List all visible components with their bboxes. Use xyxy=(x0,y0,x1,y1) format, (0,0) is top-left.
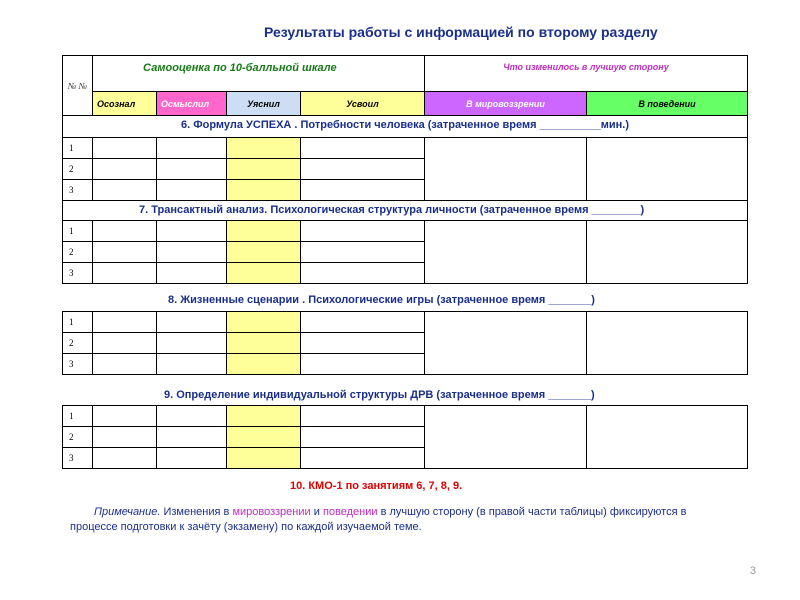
cell xyxy=(93,159,157,180)
cell xyxy=(157,406,227,427)
cell xyxy=(157,263,227,284)
num-header: № № xyxy=(63,56,93,116)
cell xyxy=(157,427,227,448)
cell xyxy=(301,427,425,448)
results-table-section-9 xyxy=(62,405,748,469)
note-text-2: и xyxy=(313,506,320,518)
cell xyxy=(157,242,227,263)
row-number: 3 xyxy=(63,263,93,284)
cell xyxy=(425,312,587,375)
cell xyxy=(301,354,425,375)
col-usnil: Уяснил xyxy=(227,92,301,116)
section-7-label: 7. Трансактный анализ. Психологическая структура личности (затраченное время ________) xyxy=(139,204,645,216)
kmo-line: 10. КМО-1 по занятиям 6, 7, 8, 9. xyxy=(290,480,463,492)
table-row xyxy=(63,406,748,427)
what-changed-header xyxy=(425,56,748,92)
cell xyxy=(587,406,748,469)
row-number: 3 xyxy=(63,448,93,469)
cell xyxy=(157,180,227,201)
cell xyxy=(93,180,157,201)
cell xyxy=(227,354,301,375)
section-9-label: 9. Определение индивидуальной структуры ДРВ (затраченное время _______) xyxy=(164,389,595,401)
section-6-title xyxy=(63,116,748,138)
table-row xyxy=(63,221,748,242)
cell xyxy=(157,312,227,333)
row-number: 2 xyxy=(63,242,93,263)
what-changed-label: Что изменилось в лучшую сторону xyxy=(503,62,669,72)
page-number: 3 xyxy=(749,565,756,577)
cell xyxy=(93,427,157,448)
cell xyxy=(301,138,425,159)
note-label: Примечание. xyxy=(94,506,161,518)
note-word-behavior: поведении xyxy=(322,506,378,518)
section-7-title xyxy=(63,201,748,221)
row-number: 1 xyxy=(63,312,93,333)
cell xyxy=(227,263,301,284)
results-table-section-8 xyxy=(62,311,748,375)
note-paragraph xyxy=(70,505,730,535)
row-number: 1 xyxy=(63,406,93,427)
cell xyxy=(425,406,587,469)
cell xyxy=(227,312,301,333)
cell xyxy=(157,448,227,469)
page-title: Результаты работы с информацией по второму разделу xyxy=(264,24,658,40)
cell xyxy=(301,221,425,242)
cell xyxy=(157,138,227,159)
row-number: 2 xyxy=(63,427,93,448)
cell xyxy=(227,448,301,469)
results-table-main xyxy=(62,55,748,284)
cell xyxy=(301,312,425,333)
table-row xyxy=(63,138,748,159)
cell xyxy=(157,159,227,180)
cell xyxy=(587,312,748,375)
row-number: 2 xyxy=(63,333,93,354)
cell xyxy=(301,406,425,427)
cell xyxy=(227,221,301,242)
self-eval-header xyxy=(93,56,425,92)
col-osmyslil: Осмыслил xyxy=(157,92,227,116)
cell xyxy=(157,221,227,242)
cell xyxy=(301,333,425,354)
cell xyxy=(587,221,748,284)
cell xyxy=(301,263,425,284)
col-v-povedenii: В поведении xyxy=(587,92,748,116)
row-number: 3 xyxy=(63,180,93,201)
cell xyxy=(93,406,157,427)
cell xyxy=(301,159,425,180)
cell xyxy=(93,263,157,284)
cell xyxy=(93,221,157,242)
table-row xyxy=(63,312,748,333)
section-8-label: 8. Жизненные сценарии . Психологические игры (затраченное время _______) xyxy=(168,294,595,306)
cell xyxy=(93,312,157,333)
section-6-label: 6. Формула УСПЕХА . Потребности человека (затраченное время __________мин.) xyxy=(181,119,630,131)
cell xyxy=(157,354,227,375)
cell xyxy=(227,333,301,354)
col-osoznal: Осознал xyxy=(93,92,157,116)
cell xyxy=(93,333,157,354)
cell xyxy=(301,180,425,201)
note-word-worldview: мировоззрении xyxy=(232,506,311,518)
cell xyxy=(93,448,157,469)
cell xyxy=(227,180,301,201)
cell xyxy=(227,159,301,180)
cell xyxy=(227,242,301,263)
row-number: 2 xyxy=(63,159,93,180)
cell xyxy=(93,138,157,159)
cell xyxy=(301,448,425,469)
cell xyxy=(587,138,748,201)
row-number: 1 xyxy=(63,221,93,242)
row-number: 3 xyxy=(63,354,93,375)
note-text-1: Изменения в xyxy=(163,506,230,518)
col-v-mirovozzrenii: В мировоззрении xyxy=(425,92,587,116)
cell xyxy=(227,427,301,448)
cell xyxy=(157,333,227,354)
cell xyxy=(93,354,157,375)
cell xyxy=(425,138,587,201)
cell xyxy=(227,406,301,427)
cell xyxy=(93,242,157,263)
note-text-3: в лучшую сторону (в правой части таблицы) фиксируются в процессе подготовки к зачёту (экзамену) по каждой изучаемой теме. xyxy=(70,506,687,533)
self-eval-label: Самооценка по 10-балльной шкале xyxy=(143,62,337,74)
cell xyxy=(301,242,425,263)
col-usvoil: Усвоил xyxy=(301,92,425,116)
cell xyxy=(227,138,301,159)
cell xyxy=(425,221,587,284)
row-number: 1 xyxy=(63,138,93,159)
